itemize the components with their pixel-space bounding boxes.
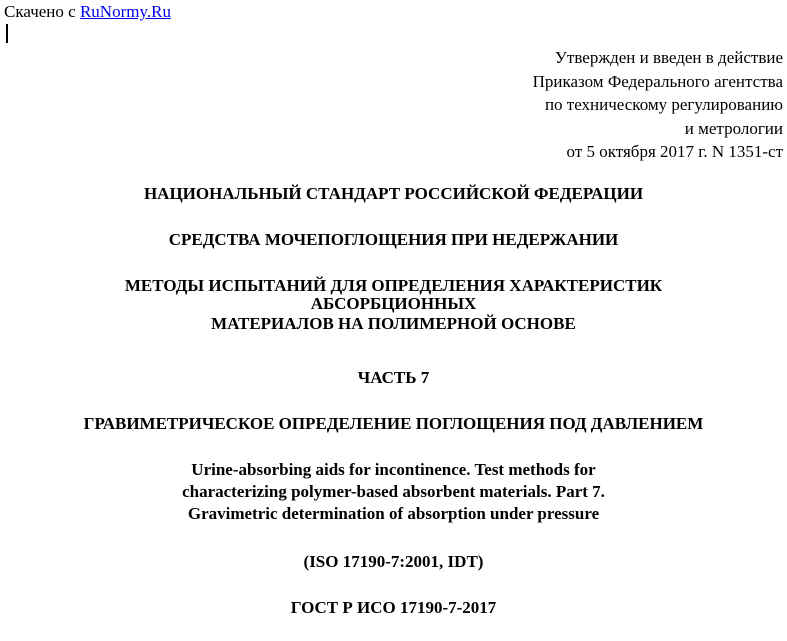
- methods-heading-line: МАТЕРИАЛОВ НА ПОЛИМЕРНОЙ ОСНОВЕ: [211, 314, 576, 333]
- approval-line: Утвержден и введен в действие: [554, 48, 783, 67]
- approval-line: и метрологии: [684, 118, 783, 138]
- approval-line: от 5 октября 2017 г. N 1351-ст: [566, 142, 783, 161]
- source-prefix: Скачено с: [4, 2, 80, 21]
- source-link[interactable]: RuNormy.Ru: [79, 2, 171, 21]
- gost-designation: ГОСТ Р ИСО 17190-7-2017: [290, 598, 497, 617]
- methods-heading-line: АБСОРБЦИОННЫХ: [310, 294, 477, 313]
- english-title-line: Gravimetric determination of absorption under pressure: [187, 504, 600, 523]
- national-standard-heading: НАЦИОНАЛЬНЫЙ СТАНДАРТ РОССИЙСКОЙ ФЕДЕРАЦИИ: [143, 184, 644, 203]
- text-cursor: [6, 24, 8, 43]
- english-title-line: characterizing polymer-based absorbent materials. Part 7.: [182, 482, 605, 501]
- subject-heading: СРЕДСТВА МОЧЕПОГЛОЩЕНИЯ ПРИ НЕДЕРЖАНИИ: [168, 230, 619, 249]
- approval-line: по техническому регулированию: [544, 95, 783, 114]
- part-heading: ЧАСТЬ 7: [357, 368, 430, 387]
- english-title: [0, 459, 787, 525]
- iso-reference: (ISO 17190-7:2001, IDT): [303, 552, 484, 571]
- source-line: [4, 2, 171, 22]
- approval-line: Приказом Федерального агентства: [532, 71, 783, 91]
- english-title-line: Urine-absorbing aids for incontinence. Test methods for: [191, 460, 596, 479]
- methods-heading: [0, 275, 787, 335]
- methods-heading-line: МЕТОДЫ ИСПЫТАНИЙ ДЛЯ ОПРЕДЕЛЕНИЯ ХАРАКТЕРИСТИК: [124, 276, 663, 295]
- approval-block: [363, 46, 783, 164]
- part-title-heading: ГРАВИМЕТРИЧЕСКОЕ ОПРЕДЕЛЕНИЕ ПОГЛОЩЕНИЯ ПОД ДАВЛЕНИЕМ: [83, 414, 704, 433]
